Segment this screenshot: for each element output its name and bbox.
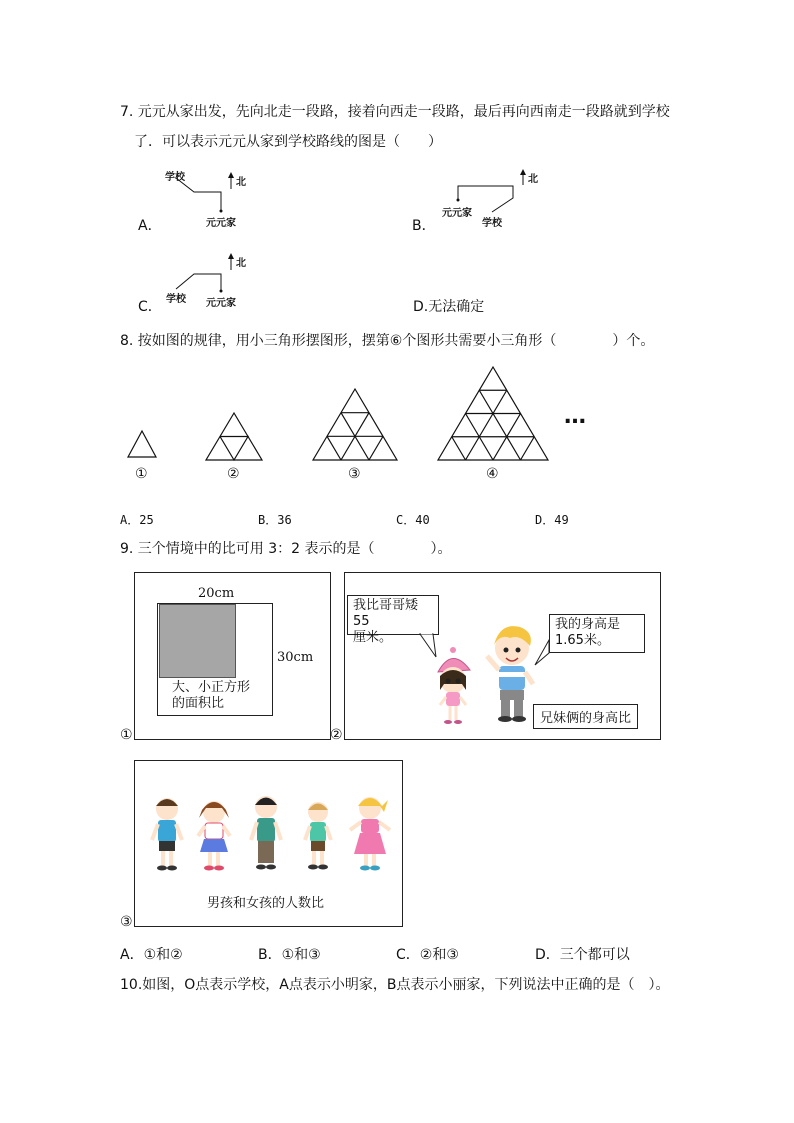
q7-text-line1: 7. 元元从家出发，先向北走一段路，接着向西走一段路，最后再向西南走一段路就到学校 [120,104,670,120]
q9-panel3-caption: 男孩和女孩的人数比 [207,896,325,911]
q7-a-school-label: 学校 [165,172,185,183]
q9-child-boy-2 [251,796,281,870]
q8-option-b[interactable]: B．36 [258,513,292,527]
q9-text: 9. 三个情境中的比可用 3：2 表示的是（ ）。 [120,541,452,557]
q7-c-home-label: 元元家 [206,298,236,309]
q9-panel2-caption: 兄妹俩的身高比 [533,704,638,729]
q9-top-label: 20cm [198,586,235,601]
q8-text: 8. 按如图的规律，用小三角形摆图形，摆第⑥个图形共需要小三角形（ ）个。 [120,333,655,349]
q9-child-boy-3 [305,802,331,870]
q7-c-school-label: 学校 [166,294,186,305]
q7-b-north-label: 北 [528,174,538,185]
q10-text: 10.如图，O点表示学校，A点表示小明家，B点表示小丽家，下列说法中正确的是（ ）。 [120,977,670,993]
q9-panel-marker-2: ② [330,727,343,743]
q7-text-line2: 了．可以表示元元从家到学校路线的图是（ ） [134,134,442,150]
q7-c-north-label: 北 [236,258,246,269]
q9-side-label: 30cm [277,650,314,665]
q7-b-home-label: 元元家 [442,208,472,219]
q7-option-a[interactable]: A． [138,218,162,234]
q9-panel1-caption-line2: 的面积比 [172,696,225,711]
q9-option-b[interactable]: B．①和③ [258,947,321,963]
q8-figure-label-1: ① [135,466,148,482]
q8-figure-label-3: ③ [348,466,361,482]
q8-option-c[interactable]: C．40 [396,513,430,527]
q9-child-girl-1 [198,801,230,871]
q9-option-d[interactable]: D．三个都可以 [535,947,630,963]
q9-bubble-sister-line2: 厘米。 [353,630,393,645]
q9-panel-marker-3: ③ [120,914,133,930]
q8-figure-label-2: ② [227,466,240,482]
q8-figure-label-4: ④ [486,466,499,482]
q7-b-school-label: 学校 [482,218,502,229]
q8-ellipsis: … [564,404,586,429]
q9-bubble-brother-line1: 我的身高是 [555,617,621,632]
q9-bubble-brother-line2: 1.65米。 [555,633,610,648]
q7-option-b[interactable]: B． [412,218,436,234]
q8-option-d[interactable]: D．49 [535,513,569,527]
q7-option-c[interactable]: C． [138,299,162,315]
q9-option-a[interactable]: A．①和② [120,947,183,963]
q9-child-boy-1 [152,798,182,871]
q8-option-a[interactable]: A．25 [120,513,154,527]
q9-option-c[interactable]: C．②和③ [396,947,459,963]
q9-panel-marker-1: ① [120,727,133,743]
q7-option-d[interactable]: D.无法确定 [413,299,485,315]
q7-a-home-label: 元元家 [206,218,236,229]
q7-a-north-label: 北 [236,177,246,188]
q9-panel1-caption-line1: 大、小正方形 [172,680,251,695]
q9-bubble-sister-line1: 我比哥哥矮55 [353,598,419,629]
q9-child-girl-2 [350,797,390,871]
